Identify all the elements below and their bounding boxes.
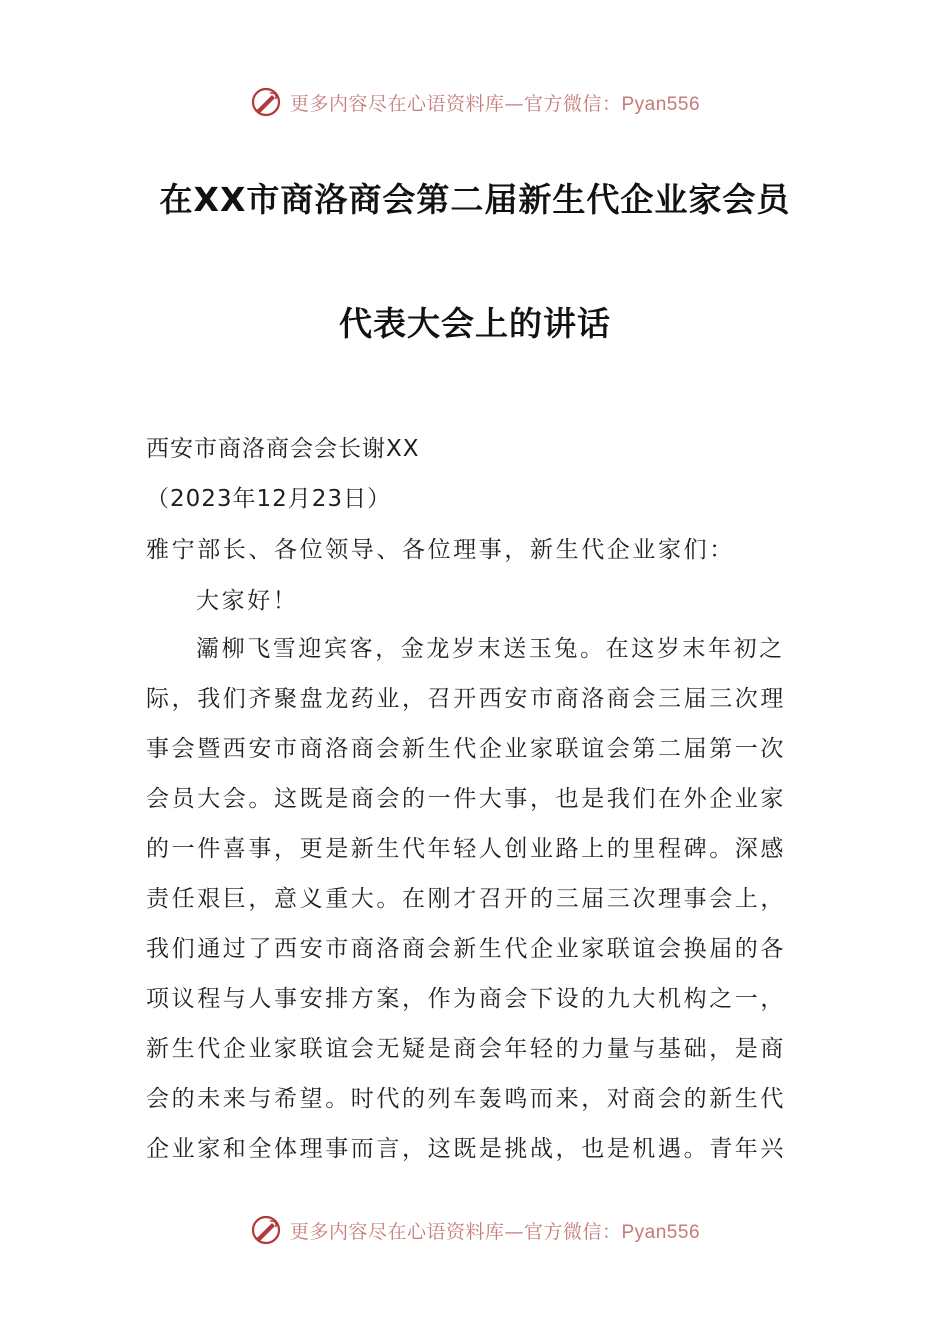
body-line: 我们通过了西安市商洛商会新生代企业家联谊会换届的各	[146, 936, 786, 962]
document-title-line2: 代表大会上的讲话	[339, 304, 611, 343]
body-line: 会员大会。这既是商会的一件大事，也是我们在外企业家	[146, 786, 786, 812]
pen-logo-icon	[250, 86, 282, 118]
body-line: 责任艰巨，意义重大。在刚才召开的三届三次理事会上，	[146, 886, 786, 912]
watermark-text: 更多内容尽在心语资料库—官方微信：Pyan556	[289, 92, 701, 115]
salutation-line: 雅宁部长、各位领导、各位理事，新生代企业家们：	[146, 537, 735, 563]
header-watermark	[0, 82, 950, 122]
author-line: 西安市商洛商会会长谢XX	[146, 436, 420, 462]
watermark-text: 更多内容尽在心语资料库—官方微信：Pyan556	[289, 1220, 701, 1243]
greeting-line: 大家好！	[196, 588, 299, 614]
body-line: 会的未来与希望。时代的列车轰鸣而来，对商会的新生代	[146, 1086, 786, 1112]
document-title-line1: 在XX市商洛商会第二届新生代企业家会员	[159, 180, 791, 219]
date-line: （2023年12月23日）	[146, 486, 392, 512]
body-line: 企业家和全体理事而言，这既是挑战，也是机遇。青年兴	[146, 1136, 786, 1162]
body-line: 际，我们齐聚盘龙药业，召开西安市商洛商会三届三次理	[146, 686, 786, 712]
body-line: 事会暨西安市商洛商会新生代企业家联谊会第二届第一次	[146, 736, 786, 762]
body-line: 灞柳飞雪迎宾客，金龙岁末送玉兔。在这岁末年初之	[196, 636, 785, 662]
body-line: 的一件喜事，更是新生代年轻人创业路上的里程碑。深感	[146, 836, 786, 862]
body-line: 新生代企业家联谊会无疑是商会年轻的力量与基础，是商	[146, 1036, 786, 1062]
footer-watermark	[0, 1210, 950, 1250]
pen-logo-icon	[250, 1214, 282, 1246]
body-line: 项议程与人事安排方案，作为商会下设的九大机构之一，	[146, 986, 786, 1012]
